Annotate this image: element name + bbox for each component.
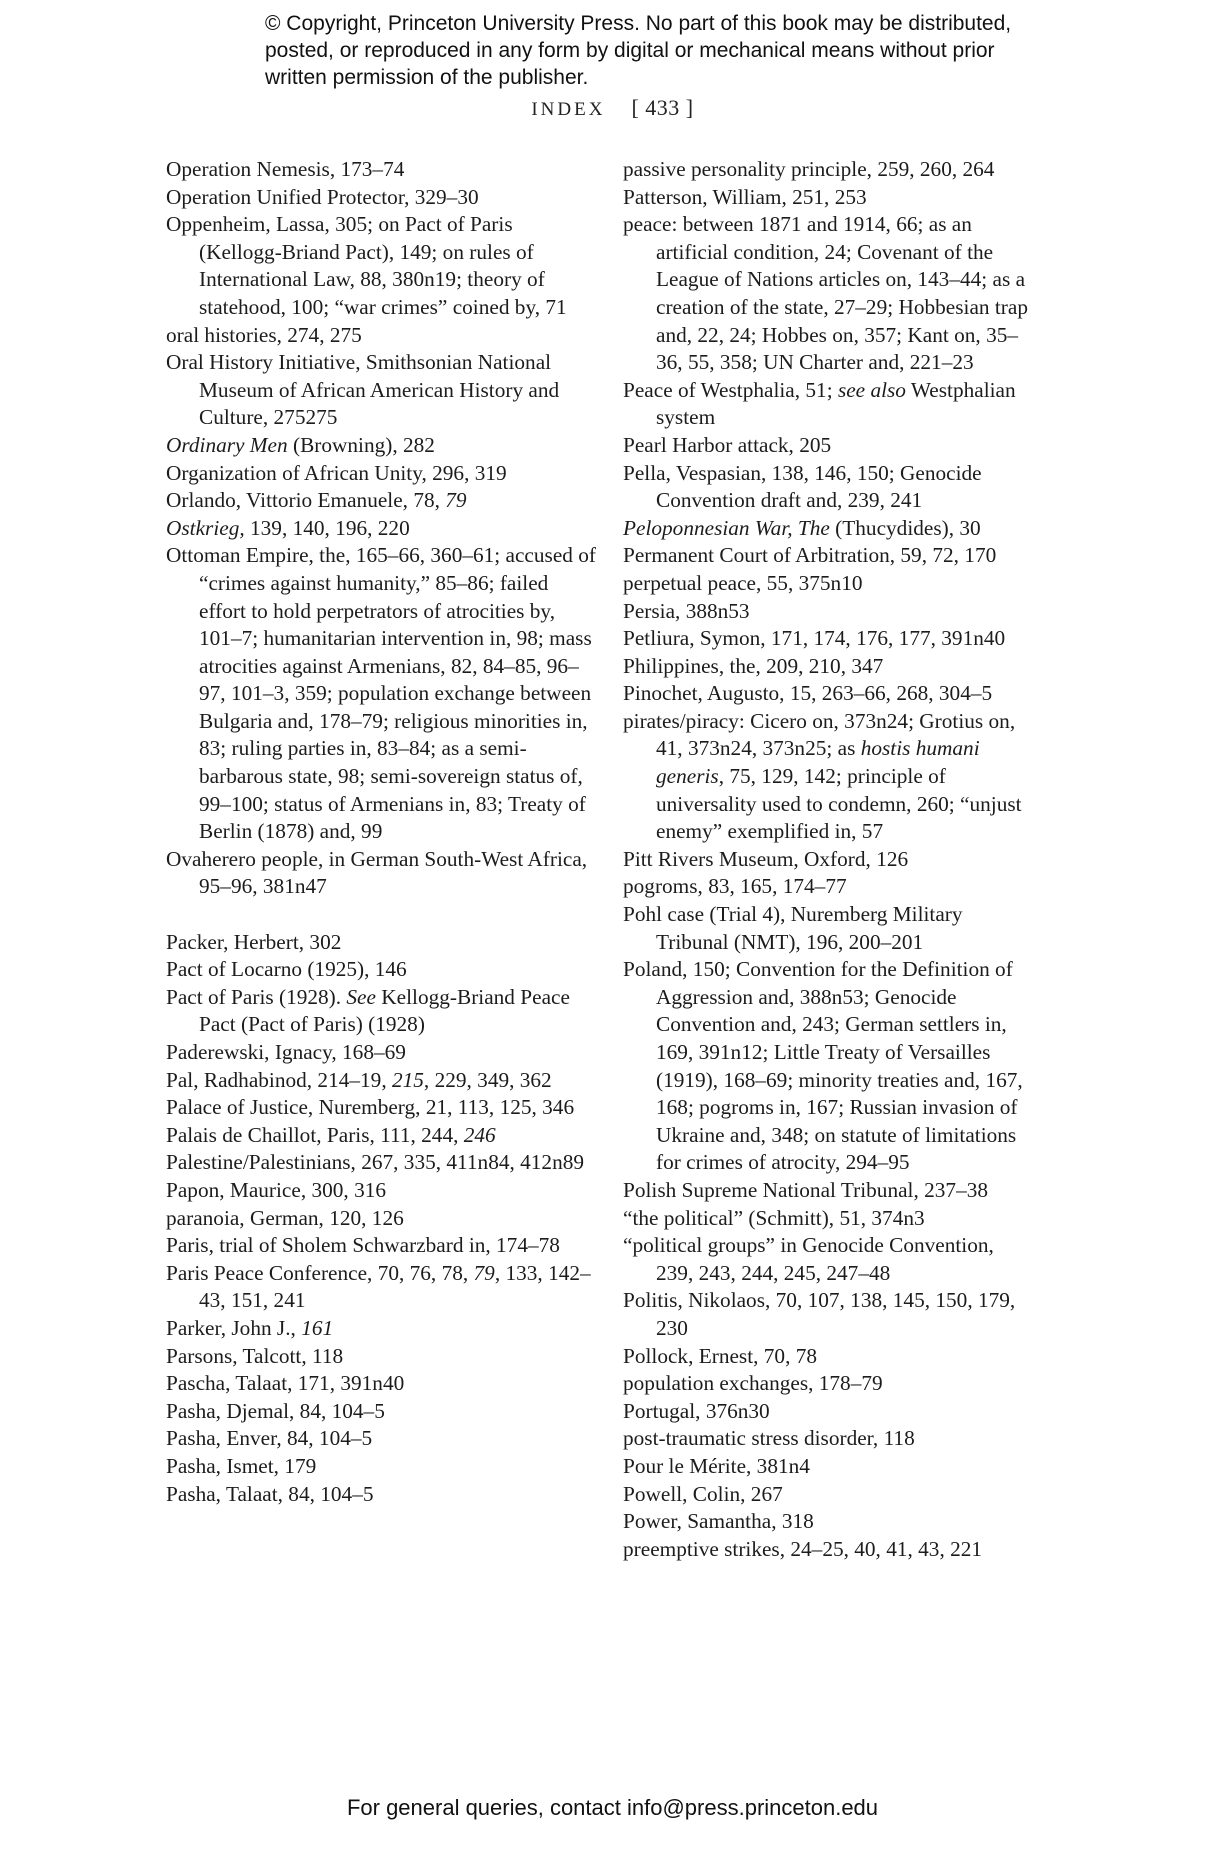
index-entry-text: passive personality principle, 259, 260, 264: [623, 157, 995, 181]
index-entry-text: paranoia, German, 120, 126: [166, 1205, 404, 1230]
index-entry-italic: hostis humani generis: [656, 736, 980, 789]
index-entry: [166, 349, 598, 432]
index-entry-text: preemptive strikes, 24–25, 40, 41, 43, 221: [623, 1536, 983, 1561]
index-entry-text: Pitt Rivers Museum, Oxford, 126: [623, 846, 909, 871]
index-entry: [623, 515, 1035, 543]
index-entry-text: pirates/piracy: Cicero on, 373n24; Grotius on, 41, 373n24, 373n25; as: [623, 708, 1016, 761]
index-entry-text: Poland, 150; Convention for the Definition of Aggression and, 388n53; Genocide Convention and, 243; German settlers in, 169, 391n12; Little Treaty of Versailles (1919), 168–69; minority treaties and, 167, 168; pogroms in, 167; Russian invasion of Ukraine and, 348; on statute of limitations for crimes of atrocity, 294–95: [623, 957, 1023, 1175]
index-entry: [166, 984, 598, 1039]
index-entry: [166, 956, 598, 984]
index-entry-text: Palais de Chaillot, Paris, 111, 244,: [166, 1122, 464, 1147]
index-entry-text: Paris Peace Conference, 70, 76, 78,: [166, 1260, 474, 1285]
index-entry-italic: see also: [837, 377, 906, 402]
index-entry: [166, 1425, 598, 1453]
index-entry-text: Packer, Herbert, 302: [166, 929, 342, 954]
index-entry: [166, 1067, 598, 1095]
index-entry-text: Persia, 388n53: [623, 598, 750, 623]
index-entry-text: Pact of Paris (1928).: [166, 984, 347, 1009]
index-entry-text: Pasha, Enver, 84, 104–5: [166, 1426, 373, 1451]
index-entry-text: Organization of African Unity, 296, 319: [166, 460, 507, 485]
index-entry-text: Westphalian system: [656, 377, 1016, 430]
index-entry-text: (Thucydides), 30: [829, 515, 981, 540]
index-entry-text: Palestine/Palestinians, 267, 335, 411n84, 412n89: [166, 1150, 585, 1175]
index-entry: [166, 515, 598, 543]
copyright-notice: © Copyright, Princeton University Press. No part of this book may be distributed, posted, or reproduced in any form by digital or mechanical means without prior written permission of the publisher.: [265, 12, 1012, 89]
page-number: [ 433 ]: [631, 95, 694, 120]
index-entry: [166, 1315, 598, 1343]
index-entry-text: “political groups” in Genocide Convention, 239, 243, 244, 245, 247–48: [623, 1233, 994, 1285]
index-entry-text: population exchanges, 178–79: [623, 1371, 883, 1396]
index-entry: [623, 1343, 1035, 1371]
index-entry-text: Oral History Initiative, Smithsonian National Museum of African American History and Culture, 275275: [166, 350, 560, 430]
index-entry: [623, 156, 1035, 184]
index-entry-text: Orlando, Vittorio Emanuele, 78,: [166, 488, 446, 513]
index-entry: [166, 460, 598, 488]
index-entry-text: Parker, John J.,: [166, 1315, 302, 1340]
index-entry-text: Pal, Radhabinod, 214–19,: [166, 1067, 392, 1092]
index-entry: [166, 542, 598, 846]
index-entry: [623, 653, 1035, 681]
index-column-left: [166, 156, 598, 1508]
index-entry: [166, 322, 598, 350]
index-entry-text: (Browning), 282: [287, 432, 435, 457]
index-entry-text: Operation Unified Protector, 329–30: [166, 184, 479, 209]
index-entry: [623, 460, 1035, 515]
index-entry-text: , 229, 349, 362: [423, 1067, 552, 1092]
index-entry-text: Power, Samantha, 318: [623, 1509, 814, 1534]
index-entry: [623, 708, 1035, 846]
index-entry-text: perpetual peace, 55, 375n10: [623, 570, 863, 595]
index-entry: [166, 846, 598, 901]
index-entry-text: Peace of Westphalia, 51;: [623, 377, 838, 402]
index-entry-text: Powell, Colin, 267: [623, 1481, 783, 1506]
index-entry-italic: See: [346, 984, 376, 1009]
index-entry-italic: 79: [445, 488, 467, 513]
index-entry: [166, 1177, 598, 1205]
index-entry-text: post-traumatic stress disorder, 118: [623, 1426, 915, 1451]
index-entry: [623, 1481, 1035, 1509]
index-entry: [166, 1094, 598, 1122]
index-entry-text: Petliura, Symon, 171, 174, 176, 177, 391n40: [623, 626, 1006, 651]
index-entry: [623, 680, 1035, 708]
index-entry-text: Pearl Harbor attack, 205: [623, 432, 832, 457]
index-entry-text: Paris, trial of Sholem Schwarzbard in, 174–78: [166, 1233, 560, 1258]
index-entry-italic: Ostkrieg,: [166, 515, 245, 540]
index-entry-text: oral histories, 274, 275: [166, 322, 362, 347]
index-entry-text: Pella, Vespasian, 138, 146, 150; Genocide Convention draft and, 239, 241: [623, 460, 982, 513]
index-entry-text: Parsons, Talcott, 118: [166, 1343, 344, 1368]
index-entry-italic: Peloponnesian War, The: [623, 515, 830, 540]
index-entry: [623, 542, 1035, 570]
index-entry-text: Ovaherero people, in German South-West Africa, 95–96, 381n47: [166, 846, 588, 899]
index-entry-text: Pohl case (Trial 4), Nuremberg Military Tribunal (NMT), 196, 200–201: [623, 902, 963, 954]
index-entry: [623, 846, 1035, 874]
index-entry-text: Operation Nemesis, 173–74: [166, 157, 405, 181]
index-entry-text: Pasha, Djemal, 84, 104–5: [166, 1398, 385, 1423]
index-entry: [166, 1039, 598, 1067]
index-entry-text: Kellogg-Briand Peace Pact (Pact of Paris) (1928): [199, 984, 570, 1037]
index-entry-text: Patterson, William, 251, 253: [623, 184, 867, 209]
index-entry: [166, 1398, 598, 1426]
index-entry: [166, 487, 598, 515]
index-entry-text: Oppenheim, Lassa, 305; on Pact of Paris (Kellogg-Briand Pact), 149; on rules of International Law, 88, 380n19; theory of statehood, 100; “war crimes” coined by, 71: [166, 212, 567, 319]
index-entry: [623, 1398, 1035, 1426]
index-entry-text: pogroms, 83, 165, 174–77: [623, 874, 847, 899]
index-entry-text: , 75, 129, 142; principle of universality used to condemn, 260; “unjust enemy” exemplified in, 57: [656, 764, 1022, 844]
index-entry-text: peace: between 1871 and 1914, 66; as an artificial condition, 24; Covenant of the League of Nations articles on, 143–44; as a creation of the state, 27–29; Hobbesian trap and, 22, 24; Hobbes on, 357; Kant on, 35–36, 55, 358; UN Charter and, 221–23: [623, 212, 1028, 375]
index-entry: [166, 156, 598, 184]
index-entry-text: Pact of Locarno (1925), 146: [166, 957, 407, 982]
index-entry-text: Pascha, Talaat, 171, 391n40: [166, 1371, 405, 1396]
index-entry-text: Portugal, 376n30: [623, 1398, 770, 1423]
index-entry: [623, 211, 1035, 377]
index-entry-italic: 79: [473, 1260, 495, 1285]
index-entry-italic: 246: [463, 1122, 496, 1147]
index-entry-text: “the political” (Schmitt), 51, 374n3: [623, 1205, 925, 1230]
index-entry: [623, 432, 1035, 460]
index-entry-text: , 133, 142–43, 151, 241: [199, 1260, 591, 1313]
index-entry: [166, 1260, 598, 1315]
index-entry-text: Pinochet, Augusto, 15, 263–66, 268, 304–5: [623, 681, 993, 706]
index-entry: [623, 1205, 1035, 1233]
index-entry: [623, 377, 1035, 432]
index-entry: [623, 598, 1035, 626]
index-entry: [166, 1205, 598, 1233]
index-entry: [623, 1232, 1035, 1287]
index-entry-italic: 215: [391, 1067, 424, 1092]
index-entry-italic: 161: [301, 1315, 334, 1340]
index-entry: [623, 625, 1035, 653]
index-entry: [166, 211, 598, 321]
index-entry: [623, 1177, 1035, 1205]
index-entry-italic: Ordinary Men: [166, 432, 288, 457]
index-entry-text: Permanent Court of Arbitration, 59, 72, 170: [623, 543, 997, 568]
index-entry: [623, 901, 1035, 956]
index-entry: [166, 1232, 598, 1260]
index-entry: [166, 432, 598, 460]
index-entry: [623, 1453, 1035, 1481]
section-gap: [166, 901, 598, 929]
index-entry-text: Politis, Nikolaos, 70, 107, 138, 145, 150, 179, 230: [623, 1288, 1016, 1340]
index-entry: [623, 1287, 1035, 1342]
index-entry-text: Pasha, Ismet, 179: [166, 1453, 317, 1478]
index-column-right: [623, 156, 1035, 1563]
index-entry-text: Philippines, the, 209, 210, 347: [623, 653, 884, 678]
index-entry: [166, 1122, 598, 1150]
index-entry-text: 139, 140, 196, 220: [244, 515, 410, 540]
index-entry: [623, 1536, 1035, 1564]
index-entry: [166, 184, 598, 212]
index-entry: [623, 1370, 1035, 1398]
index-entry-text: Pour le Mérite, 381n4: [623, 1453, 810, 1478]
running-head: [0, 95, 1225, 121]
running-head-label: INDEX: [531, 99, 606, 120]
index-entry: [166, 1481, 598, 1509]
index-entry: [166, 1343, 598, 1371]
index-entry: [166, 1453, 598, 1481]
index-entry-text: Pasha, Talaat, 84, 104–5: [166, 1481, 374, 1506]
index-entry: [166, 1370, 598, 1398]
index-entry: [623, 873, 1035, 901]
index-entry: [623, 570, 1035, 598]
index-entry: [623, 956, 1035, 1177]
index-entry: [623, 1425, 1035, 1453]
index-entry: [623, 1508, 1035, 1536]
index-entry: [166, 1149, 598, 1177]
index-entry-text: Polish Supreme National Tribunal, 237–38: [623, 1177, 989, 1202]
index-entry: [166, 929, 598, 957]
index-entry-text: Paderewski, Ignacy, 168–69: [166, 1040, 406, 1064]
index-entry-text: Pollock, Ernest, 70, 78: [623, 1343, 818, 1368]
index-entry-text: Ottoman Empire, the, 165–66, 360–61; accused of “crimes against humanity,” 85–86; failed effort to hold perpetrators of atrocities by, 101–7; humanitarian intervention in, 98; mass atrocities against Armenians, 82, 84–85, 96–97, 101–3, 359; population exchange between Bulgaria and, 178–79; religious minorities in, 83; ruling parties in, 83–84; as a semi-barbarous state, 98; semi-sovereign status of, 99–100; status of Armenians in, 83; Treaty of Berlin (1878) and, 99: [166, 543, 596, 844]
index-entry-text: Papon, Maurice, 300, 316: [166, 1177, 387, 1202]
footer-contact: For general queries, contact info@press.princeton.edu: [346, 1795, 879, 1820]
index-entry: [623, 184, 1035, 212]
index-entry-text: Palace of Justice, Nuremberg, 21, 113, 125, 346: [166, 1095, 575, 1120]
